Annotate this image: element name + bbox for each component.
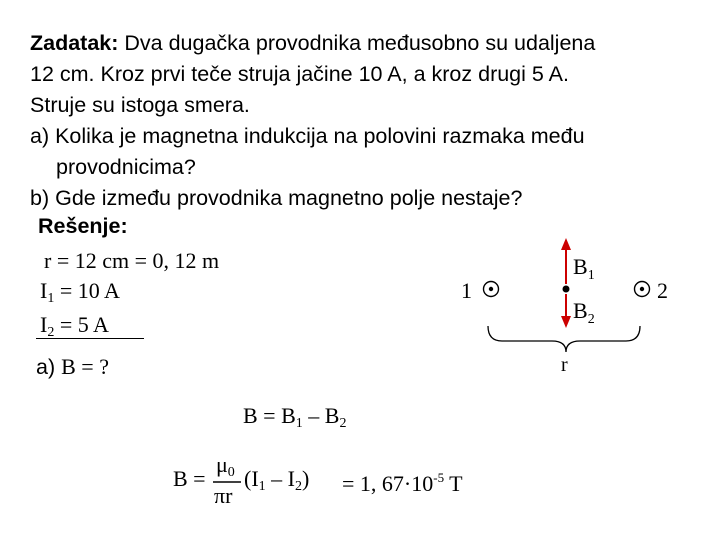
b2-label: $B_2$ — [573, 298, 595, 327]
part-a-label: a) — [36, 355, 56, 379]
problem-line-4: a) Kolika je magnetna indukcija na polovini razmaka među — [30, 124, 585, 148]
b1-label: $B_1$ — [573, 254, 595, 283]
wire-1-label: 1 — [461, 278, 472, 303]
problem-line-6: b) Gde između provodnika magnetno polje nestaje? — [30, 186, 523, 210]
solution-heading: Rešenje: — [38, 214, 128, 238]
distance-brace — [488, 326, 640, 352]
distance-label: r — [561, 354, 568, 376]
midpoint-dot — [563, 286, 570, 293]
formula-lhs: B = — [173, 466, 206, 491]
given-distance: r = 12 cm = 0, 12 m — [44, 248, 220, 273]
given-current-1: $I_1 = 10$ A — [40, 278, 120, 306]
problem-line-5: provodnicima? — [56, 155, 196, 179]
b1-arrowhead — [561, 238, 571, 250]
formula-superposition: $B = B_1 - B_2$ — [243, 403, 347, 431]
wire-1-dot — [489, 287, 493, 291]
b2-arrowhead — [561, 316, 571, 328]
problem-label: Zadatak: — [30, 31, 119, 55]
problem-line-3: Struje su istoga smera. — [30, 93, 250, 117]
formula-denominator: πr — [214, 483, 233, 508]
wire-2-dot — [640, 287, 644, 291]
problem-text: Dva dugačka provodnika međusobno su udaljena — [118, 31, 596, 55]
formula-result: = 1, $67\cdot 10^{-5}$ T — [342, 470, 463, 496]
problem-line-2: 12 cm. Kroz prvi teče struja jačine 10 A, a kroz drugi 5 A. — [30, 62, 569, 86]
formula-parenthesis: $(I_1 - I_2)$ — [244, 466, 310, 494]
formula-numerator: $\mu_0$ — [216, 452, 235, 480]
part-a-unknown: B = ? — [61, 354, 109, 379]
given-current-2: $I_2 = 5$ A — [40, 312, 109, 340]
wire-2-label: 2 — [657, 278, 668, 303]
